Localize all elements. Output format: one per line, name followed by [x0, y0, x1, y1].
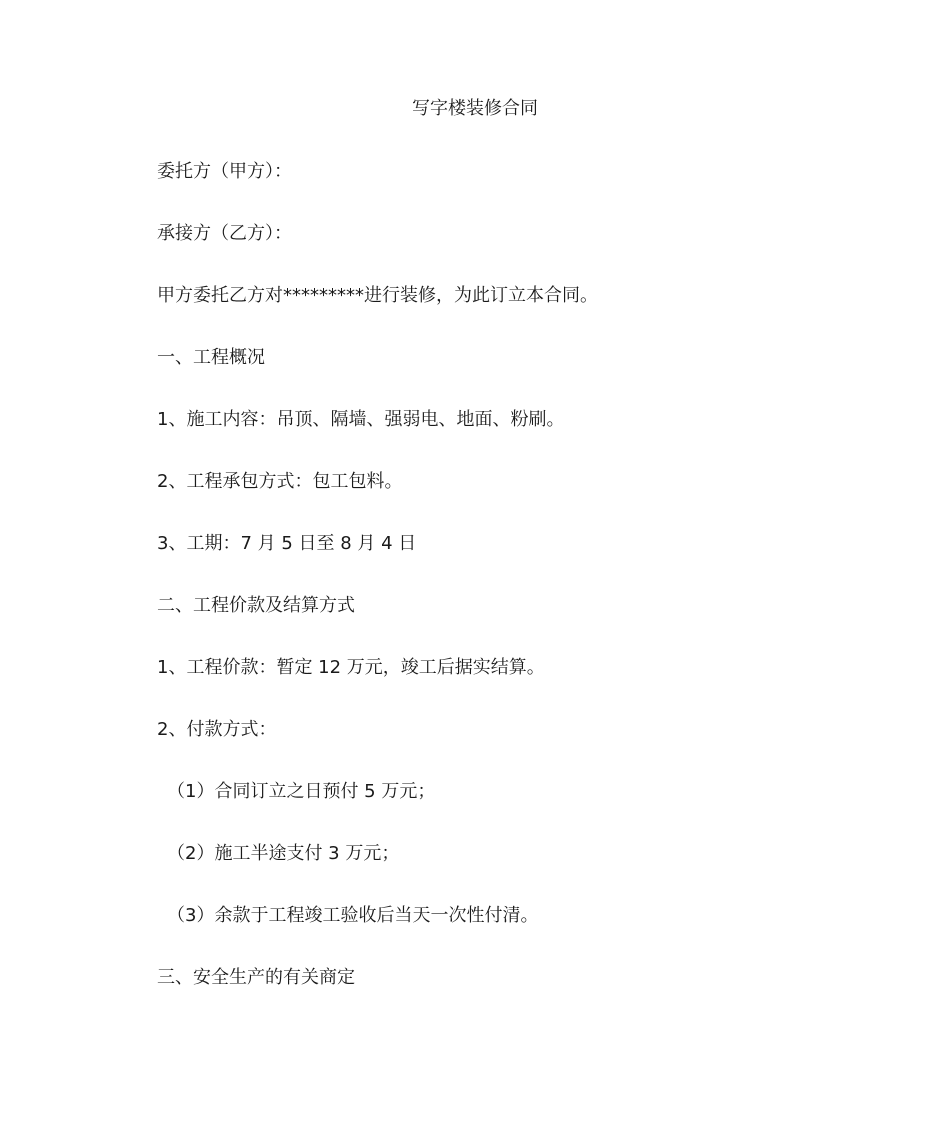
section-heading-1: 一、工程概况	[157, 347, 265, 368]
payment-item-3: （3）余款于工程竣工验收后当天一次性付清。	[167, 905, 539, 926]
intro-paragraph: 甲方委托乙方对*********进行装修，为此订立本合同。	[157, 285, 598, 306]
section-heading-2: 二、工程价款及结算方式	[157, 595, 355, 616]
payment-item-2: （2）施工半途支付 3 万元；	[167, 843, 400, 864]
clause-1-2: 2、工程承包方式：包工包料。	[157, 471, 403, 492]
clause-2-2: 2、付款方式：	[157, 719, 277, 740]
payment-item-1: （1）合同订立之日预付 5 万元；	[167, 781, 436, 802]
party-a-line: 委托方（甲方）：	[157, 161, 292, 182]
clause-1-3: 3、工期：7 月 5 日至 8 月 4 日	[157, 533, 417, 554]
party-b-line: 承接方（乙方）：	[157, 223, 292, 244]
document-title: 写字楼装修合同	[412, 98, 538, 119]
clause-2-1: 1、工程价款：暂定 12 万元，竣工后据实结算。	[157, 657, 545, 678]
clause-1-1: 1、施工内容：吊顶、隔墙、强弱电、地面、粉刷。	[157, 409, 565, 430]
section-heading-3: 三、安全生产的有关商定	[157, 967, 355, 988]
